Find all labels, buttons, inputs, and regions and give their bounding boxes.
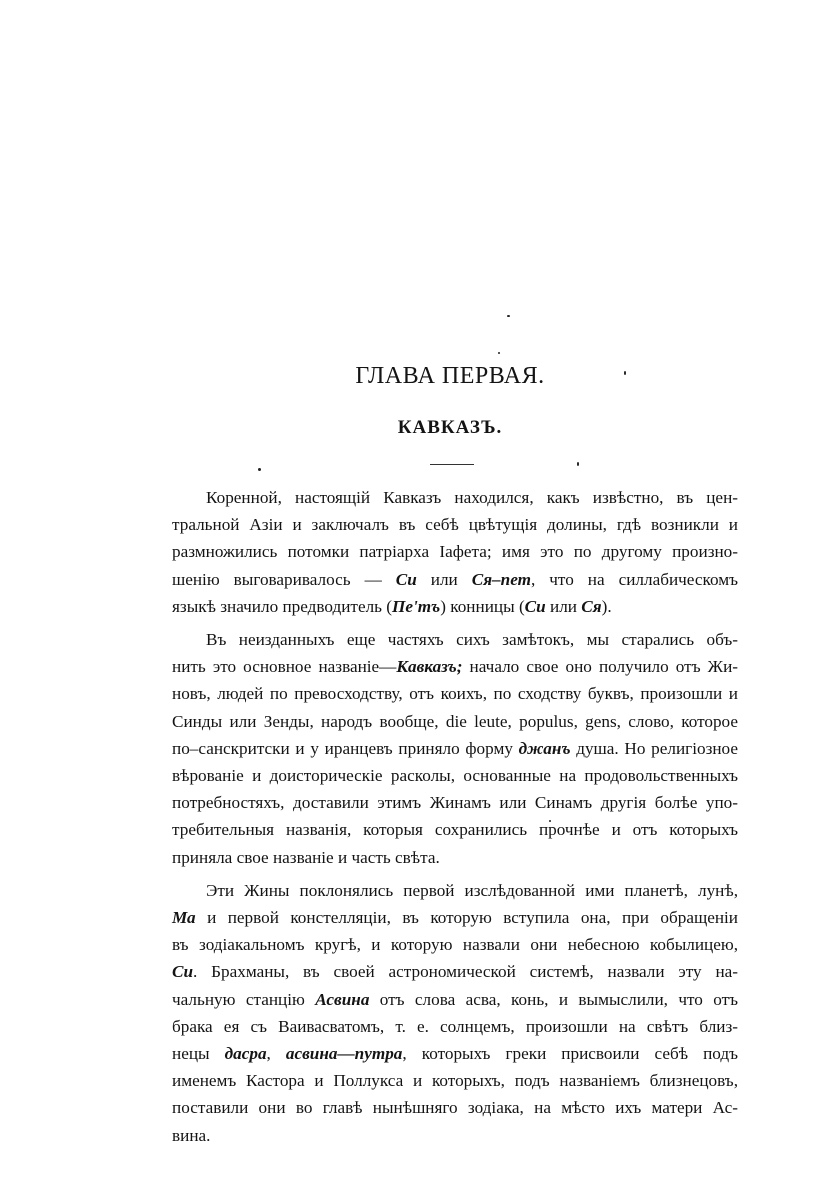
text-line: Въ неизданныхъ еще частяхъ сихъ замѣтокъ, мы старались объ- <box>206 630 738 650</box>
section-divider <box>430 464 474 465</box>
emphasized-term: джанъ <box>518 738 571 758</box>
body-text <box>172 484 738 1149</box>
emphasized-term: Си <box>172 962 194 982</box>
text-line: поставили они во главѣ нынѣшняго зодіака, на мѣсто ихъ матери Ас- <box>172 1098 738 1118</box>
text-line: чальную станцію Асвина отъ слова асва, конь, и вымыслили, что отъ <box>172 989 738 1009</box>
text-line: шенію выговаривалось — Си или Ся–пет, что на силлабическомъ <box>172 569 738 589</box>
emphasized-term: Асвина <box>315 989 370 1009</box>
paragraph <box>172 877 738 1149</box>
text-line: вина. <box>172 1125 211 1145</box>
text-line: Синды или Зенды, народъ вообще, die leute, populus, gens, слово, которое <box>172 711 738 731</box>
print-speck <box>258 468 261 471</box>
chapter-title: ГЛАВА ПЕРВАЯ. <box>355 363 545 389</box>
print-speck <box>577 462 579 466</box>
emphasized-term: Пе'тъ <box>392 596 441 616</box>
emphasized-term: Си <box>395 569 417 589</box>
emphasized-term: асвина—путра <box>285 1044 403 1064</box>
text-line: размножились потомки патріарха Іафета; имя это по другому произно- <box>172 542 738 562</box>
text-line: въ зодіакальномъ кругѣ, и которую назвали они небесною кобылицею, <box>172 935 738 955</box>
emphasized-term: дасра <box>224 1044 267 1064</box>
text-line: потребностяхъ, доставили этимъ Жинамъ или Синамъ другія болѣе упо- <box>172 793 738 813</box>
emphasized-term: Ся–пет <box>471 569 531 589</box>
text-line: требительныя названія, которыя сохранились прочнѣе и отъ которыхъ <box>172 820 738 840</box>
text-line: приняла свое названіе и часть свѣта. <box>172 847 440 867</box>
section-title: КАВКАЗЪ. <box>397 417 503 438</box>
emphasized-term: Ма <box>172 908 196 928</box>
paragraph <box>172 626 738 871</box>
text-line: тральной Азіи и заключалъ въ себѣ цвѣтущія долины, гдѣ возникли и <box>172 515 738 535</box>
emphasized-term: Ся <box>581 596 602 616</box>
text-line: по–санскритски и у иранцевъ приняло форму джанъ душа. Но религіозное <box>172 738 738 758</box>
text-line: нить это основное названіе—Кавказъ; начало свое оно получило отъ Жи- <box>172 657 738 677</box>
text-line: Ма и первой констелляціи, въ которую вступила она, при обращеніи <box>172 908 738 928</box>
emphasized-term: Си <box>524 596 546 616</box>
text-line: Эти Жины поклонялись первой изслѣдованной ими планетѣ, лунѣ, <box>206 880 738 900</box>
text-line: языкѣ значило предводитель (Пе'тъ) конницы (Си или Ся). <box>172 596 612 616</box>
paragraph <box>172 484 738 620</box>
text-line: Си. Брахманы, въ своей астрономической системѣ, назвали эту на- <box>172 962 738 982</box>
text-line: новъ, людей по превосходству, отъ коихъ, по сходству буквъ, произошли и <box>172 684 738 704</box>
print-speck <box>498 352 500 354</box>
print-speck <box>507 315 510 317</box>
text-line: брака ея съ Ваивасватомъ, т. е. солнцемъ, произошли на свѣтъ близ- <box>172 1016 738 1036</box>
text-line: вѣрованіе и доисторическіе расколы, основанные на продовольственныхъ <box>172 766 738 786</box>
emphasized-term: Кавказъ; <box>396 657 463 677</box>
text-line: нецы дасра, асвина—путра, которыхъ греки присвоили себѣ подъ <box>172 1044 739 1064</box>
text-line: именемъ Кастора и Поллукса и которыхъ, подъ названіемъ близнецовъ, <box>172 1071 738 1091</box>
text-line: Коренной, настоящій Кавказъ находился, какъ извѣстно, въ цен- <box>206 488 738 507</box>
